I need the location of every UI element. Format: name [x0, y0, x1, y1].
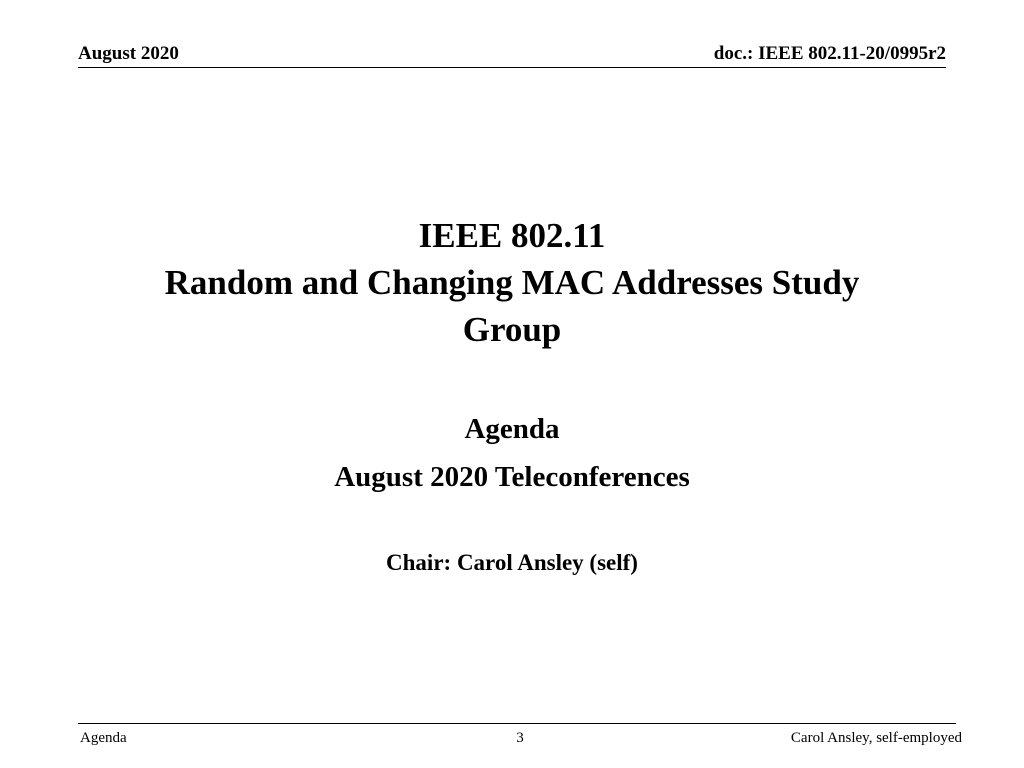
header-doc-id: doc.: IEEE 802.11-20/0995r2 [713, 43, 946, 64]
slide-title [78, 212, 946, 353]
footer-page-number: 3 [516, 730, 524, 746]
footer-rule [78, 723, 956, 724]
agenda-subtitle: August 2020 Teleconferences [334, 461, 690, 493]
agenda-label: Agenda [464, 413, 560, 445]
title-line-2: Random and Changing MAC Addresses Study [164, 263, 860, 302]
footer-author: Carol Ansley, self-employed [790, 730, 962, 746]
footer-left-label: Agenda [80, 730, 127, 746]
header-date: August 2020 [78, 43, 179, 64]
header-rule [78, 67, 946, 68]
chair-line: Chair: Carol Ansley (self) [386, 550, 638, 575]
title-line-1: IEEE 802.11 [418, 216, 606, 255]
title-line-3: Group [462, 310, 562, 349]
